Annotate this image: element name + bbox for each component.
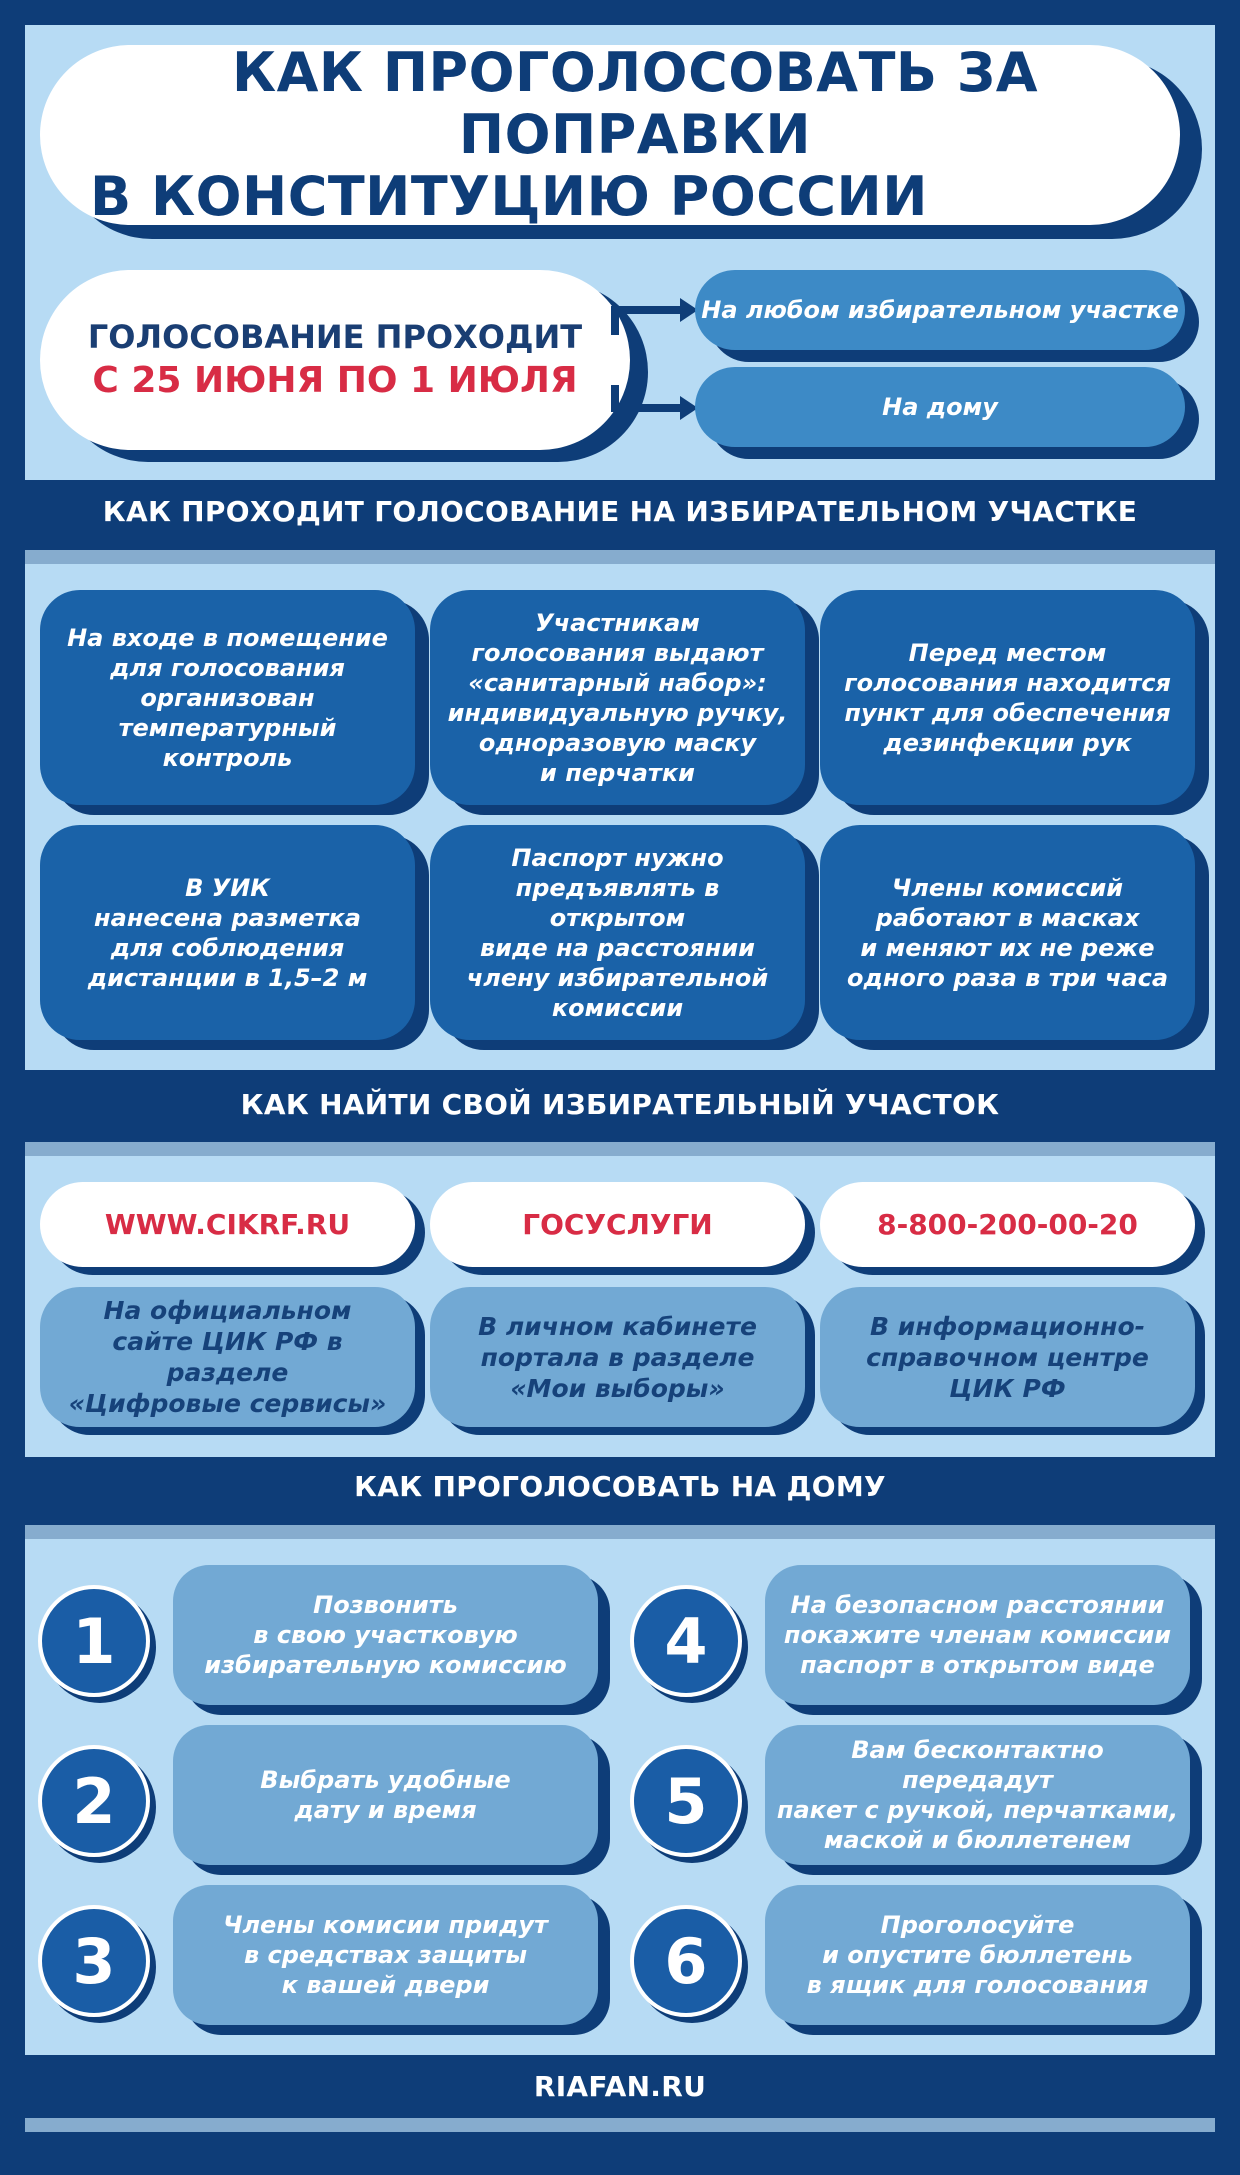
station-stripe bbox=[25, 550, 1215, 564]
step-1: Позвонить в свою участковую избирательную комиссию bbox=[173, 1565, 598, 1705]
section-heading-station: КАК ПРОХОДИТ ГОЛОСОВАНИЕ НА ИЗБИРАТЕЛЬНОМ УЧАСТКЕ bbox=[102, 495, 1138, 528]
card-text: На входе в помещение для голосования организован температурный контроль bbox=[67, 623, 388, 772]
page-title bbox=[40, 41, 1180, 228]
option-home: На дому bbox=[695, 367, 1185, 447]
footer-stripe bbox=[25, 2118, 1215, 2132]
step-number-1: 1 bbox=[38, 1585, 150, 1697]
arrows-icon bbox=[600, 290, 700, 430]
cikrf-description: На официальном сайте ЦИК РФ в разделе «Цифровые сервисы» bbox=[40, 1287, 415, 1427]
cikrf-link[interactable]: WWW.CIKRF.RU bbox=[40, 1182, 415, 1267]
step-number-3: 3 bbox=[38, 1905, 150, 2017]
station-card-3 bbox=[820, 590, 1195, 805]
card-text: Паспорт нужно предъявлять в открытом виде на расстоянии члену избирательной комиссии bbox=[466, 843, 769, 1022]
step-2: Выбрать удобные дату и время bbox=[173, 1725, 598, 1865]
step-3: Члены комисии придут в средствах защиты к вашей двери bbox=[173, 1885, 598, 2025]
gosuslugi-description: В личном кабинете портала в разделе «Мои выборы» bbox=[430, 1287, 805, 1427]
find-stripe bbox=[25, 1142, 1215, 1156]
section-heading-home: КАК ПРОГОЛОСОВАТЬ НА ДОМУ bbox=[354, 1470, 886, 1503]
station-card-5 bbox=[430, 825, 805, 1040]
voting-period bbox=[40, 270, 630, 450]
period-dates: С 25 ИЮНЯ ПО 1 ИЮЛЯ bbox=[92, 360, 578, 401]
title-line-1: КАК ПРОГОЛОСОВАТЬ ЗА ПОПРАВКИ bbox=[231, 41, 1039, 166]
home-stripe bbox=[25, 1525, 1215, 1539]
card-text: Участникам голосования выдают «санитарный набор»: индивидуальную ручку, одноразовую маску и перчатки bbox=[447, 608, 788, 787]
title-line-2: В КОНСТИТУЦИЮ РОССИИ bbox=[90, 165, 928, 228]
gosuslugi-link[interactable]: ГОСУСЛУГИ bbox=[430, 1182, 805, 1267]
card-text: В УИК нанесена разметка для соблюдения дистанции в 1,5–2 м bbox=[87, 873, 368, 992]
step-6: Проголосуйте и опустите бюллетень в ящик для голосования bbox=[765, 1885, 1190, 2025]
period-label: ГОЛОСОВАНИЕ ПРОХОДИТ bbox=[87, 318, 583, 356]
option-polling-station: На любом избирательном участке bbox=[695, 270, 1185, 350]
step-5: Вам бесконтактно передадут пакет с ручкой, перчатками, маской и бюллетенем bbox=[765, 1725, 1190, 1865]
station-card-1 bbox=[40, 590, 415, 805]
footer-source: RIAFAN.RU bbox=[533, 2070, 707, 2103]
step-number-4: 4 bbox=[630, 1585, 742, 1697]
step-number-2: 2 bbox=[38, 1745, 150, 1857]
hotline-phone[interactable]: 8-800-200-00-20 bbox=[820, 1182, 1195, 1267]
section-heading-find: КАК НАЙТИ СВОЙ ИЗБИРАТЕЛЬНЫЙ УЧАСТОК bbox=[240, 1088, 1000, 1121]
station-card-2 bbox=[430, 590, 805, 805]
card-text: Члены комиссий работают в масках и меняют их не реже одного раза в три часа bbox=[846, 873, 1169, 992]
card-text: Перед местом голосования находится пункт для обеспечения дезинфекции рук bbox=[844, 638, 1171, 757]
step-number-6: 6 bbox=[630, 1905, 742, 2017]
step-number-5: 5 bbox=[630, 1745, 742, 1857]
hotline-description: В информационно- справочном центре ЦИК РФ bbox=[820, 1287, 1195, 1427]
station-card-4 bbox=[40, 825, 415, 1040]
station-card-6 bbox=[820, 825, 1195, 1040]
step-4: На безопасном расстоянии покажите членам комиссии паспорт в открытом виде bbox=[765, 1565, 1190, 1705]
